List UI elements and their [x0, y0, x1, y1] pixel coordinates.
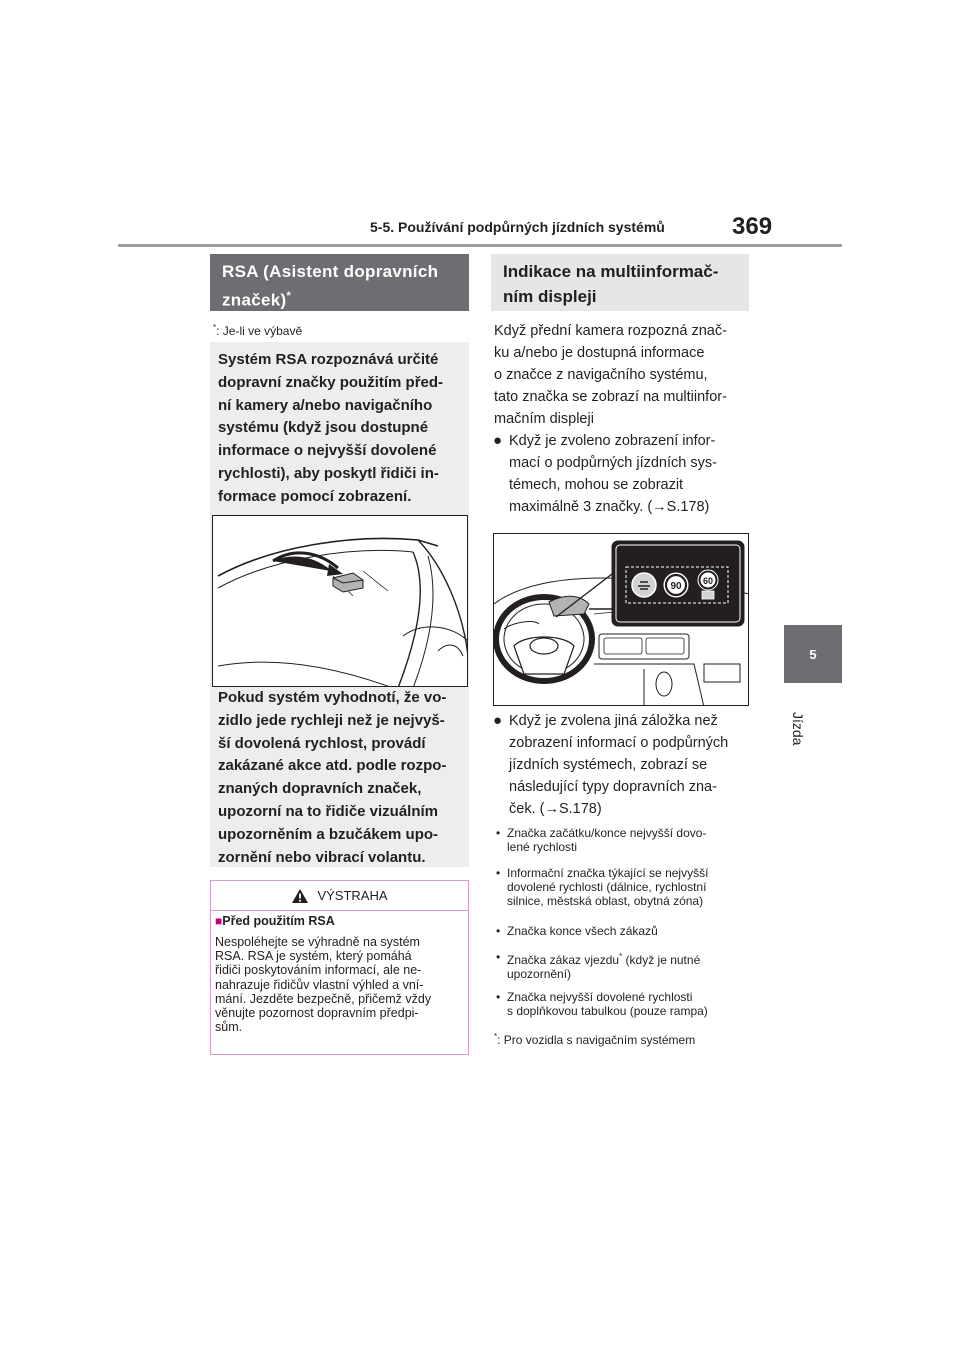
bullet-item: [493, 710, 758, 820]
page-number: 369: [732, 213, 773, 240]
sign-type-line: Značka konce všech zákazů: [507, 924, 658, 938]
square-bullet-icon: ■: [215, 914, 223, 928]
speed-sign-60: 60: [702, 576, 714, 586]
chapter-tab: [784, 625, 842, 683]
multi-info-intro: [494, 320, 756, 430]
warning-body-line: nahrazuje řidičův vlastní výhled a vní-: [215, 977, 424, 992]
sign-type-line: upozornění): [507, 967, 572, 981]
bullet-line: mací o podpůrných jízdních sys-: [509, 455, 717, 471]
bullet-dot-icon: ●: [493, 712, 503, 729]
rsa-warning-line: ší dovolená rychlost, provádí: [218, 734, 426, 752]
dashboard-display-illustration: [493, 533, 749, 706]
bullet-line: Když je zvoleno zobrazení infor-: [509, 433, 716, 449]
rsa-heading-mark: *: [286, 290, 292, 302]
small-bullet-icon: •: [496, 866, 501, 880]
intro-line: mačním displeji: [494, 411, 594, 427]
bullet-line: jízdních systémech, zobrazí se: [509, 757, 708, 773]
rsa-warning-line: upozorní na to řidiče vizuálním: [218, 802, 439, 820]
warning-box: [210, 880, 469, 1055]
sign-type-line: Informační značka týkající se nejvyšší: [507, 866, 709, 880]
sign-type-line: (když je nutné: [625, 953, 701, 967]
bullet-line: zobrazení informací o podpůrných: [509, 735, 729, 751]
rsa-warning-behavior: [218, 687, 466, 869]
small-bullet-icon: •: [496, 990, 501, 1004]
rsa-warning-line: znaných dopravních značek,: [218, 780, 422, 798]
rsa-warning-line: Pokud systém vyhodnotí, že vo-: [218, 689, 447, 706]
small-bullet-icon: •: [496, 924, 501, 938]
header-divider: [118, 244, 842, 247]
section-title: 5-5. Používání podpůrných jízdních systémů: [370, 219, 665, 235]
warning-subtitle-text: Před použitím RSA: [222, 914, 335, 928]
sign-type-item: [496, 924, 758, 938]
rsa-warning-line: upozorněním a bzučákem upo-: [218, 825, 439, 843]
sign-type-item: [496, 990, 758, 1018]
chapter-number: 5: [809, 646, 817, 662]
rsa-warning-line: zornění nebo vibrací volantu.: [218, 848, 426, 866]
small-bullet-icon: •: [496, 950, 501, 964]
rsa-intro-line: ní kamery a/nebo navigačního: [218, 396, 433, 414]
rsa-intro-line: formace pomocí zobrazení.: [218, 487, 412, 505]
warning-body-line: Nespoléhejte se výhradně na systém: [215, 935, 420, 949]
bullet-line: Když je zvolena jiná záložka než: [509, 713, 718, 729]
sign-type-item: [496, 826, 758, 854]
multi-info-heading: Indikace na multiinformač-ním displeji: [491, 254, 749, 311]
rsa-intro-line: Systém RSA rozpoznává určité: [218, 351, 439, 368]
warning-body-line: RSA. RSA je systém, který pomáhá: [215, 949, 412, 964]
speed-sign-90: 90: [670, 581, 682, 592]
warning-triangle-icon: [291, 888, 309, 904]
footnote-mark: *: [494, 1032, 498, 1041]
warning-body-line: věnujte pozornost dopravním předpi-: [215, 1006, 419, 1021]
sign-type-line: Značka nejvyšší dovolené rychlosti: [507, 990, 693, 1004]
rsa-intro-line: informace o nejvyšší dovolené: [218, 442, 437, 460]
intro-line: ku a/nebo je dostupná informace: [494, 345, 705, 361]
rsa-intro-line: rychlosti), aby poskytl řidiči in-: [218, 464, 439, 482]
chapter-label: Jízda: [790, 712, 806, 746]
footnote-text: : Je-li ve výbavě: [216, 324, 303, 338]
footnote-mark: *: [213, 323, 217, 332]
warning-header: [211, 881, 468, 911]
bullet-dot-icon: ●: [493, 432, 503, 449]
warning-body-line: mání. Jezděte bezpečně, přičemž vždy: [215, 991, 432, 1006]
sign-type-line: Značka začátku/konce nejvyšší dovo-: [507, 826, 707, 840]
intro-line: o značce z navigačního systému,: [494, 367, 708, 383]
rsa-warning-line: zakázané akce atd. podle rozpo-: [218, 757, 447, 775]
bullet-line: ček. (→S.178): [509, 801, 602, 817]
warning-title: VÝSTRAHA: [317, 888, 388, 903]
sign-type-line: dovolené rychlosti (dálnice, rychlostní: [507, 880, 707, 894]
rsa-intro: [218, 349, 466, 509]
small-bullet-icon: •: [496, 826, 501, 840]
warning-body-line: sům.: [215, 1020, 243, 1035]
navigation-footnote: [494, 1032, 695, 1047]
sign-type-line: silnice, městská oblast, obytná zóna): [507, 894, 704, 908]
rsa-intro-line: systému (když jsou dostupné: [218, 419, 429, 437]
sign-type-item: [496, 950, 758, 981]
intro-line: tato značka se zobrazí na multiinfor-: [494, 389, 727, 405]
equipment-footnote: [213, 323, 302, 338]
bullet-item: [493, 430, 758, 518]
bullet-line: témech, mohou se zobrazit: [509, 477, 684, 493]
bullet-line: maximálně 3 značky. (→S.178): [509, 499, 710, 515]
bullet-line: následující typy dopravních zna-: [509, 779, 717, 795]
sign-type-mark: *: [619, 952, 623, 961]
warning-subtitle: [215, 914, 335, 928]
sign-type-line: lené rychlosti: [507, 840, 578, 854]
footnote-text: : Pro vozidla s navigačním systémem: [497, 1033, 696, 1047]
sign-type-line: Značka zákaz vjezdu: [507, 953, 620, 967]
rsa-intro-line: dopravní značky použitím před-: [218, 373, 444, 391]
windshield-camera-illustration: [212, 515, 468, 687]
warning-body: [215, 935, 467, 1034]
intro-line: Když přední kamera rozpozná znač-: [494, 323, 727, 339]
rsa-warning-line: zidlo jede rychleji než je nejvyš-: [218, 711, 445, 729]
sign-type-item: [496, 866, 758, 908]
sign-type-line: s doplňkovou tabulkou (pouze rampa): [507, 1004, 708, 1018]
rsa-heading-text: RSA (Asistent dopravních značek): [222, 262, 439, 310]
warning-body-line: řidiči poskytováním informací, ale ne-: [215, 963, 422, 978]
rsa-heading: [210, 254, 469, 311]
